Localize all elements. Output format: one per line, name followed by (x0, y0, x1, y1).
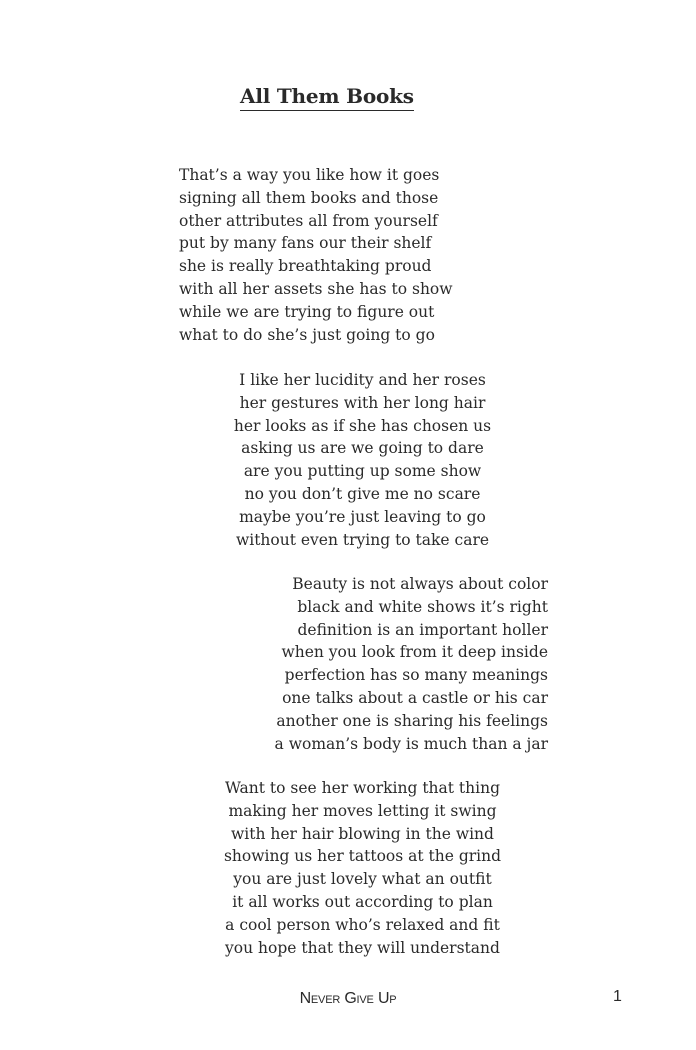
poem-line: no you don’t give me no scare (244, 484, 481, 503)
poem-line: another one is sharing his feelings (276, 711, 548, 730)
poem-line: a cool person who’s relaxed and fit (225, 915, 500, 934)
poem-line: showing us her tattoos at the grind (223, 847, 502, 866)
stanza-2 (230, 369, 495, 551)
poem-line: one talks about a castle or his car (282, 688, 548, 707)
stanza-1 (179, 164, 453, 346)
poem-line: her gestures with her long hair (239, 393, 486, 412)
poem-line: you hope that they will understand (225, 938, 500, 957)
poem-line: Want to see her working that thing (224, 779, 501, 797)
poem-line: making her moves letting it swing (228, 801, 497, 820)
poem-line: with her hair blowing in the wind (231, 824, 494, 843)
poem-line: maybe you’re just leaving to go (239, 507, 486, 526)
poem-line: when you look from it deep inside (281, 643, 548, 662)
poem-line: without even trying to take care (235, 530, 490, 549)
poem-line: she is really breathtaking proud (179, 257, 432, 276)
poem-line: other attributes all from yourself (179, 211, 438, 230)
poem-line: you are just lovely what an outfit (233, 870, 492, 889)
poem-line: a woman’s body is much than a jar (274, 734, 548, 753)
page-number: 1 (613, 988, 622, 1005)
poem-line: black and white shows it’s right (297, 597, 548, 616)
poem-line: perfection has so many meanings (284, 666, 548, 685)
poem-line: it all works out according to plan (232, 892, 493, 911)
poem-line: her looks as if she has chosen us (233, 416, 492, 435)
stanza-4 (210, 777, 515, 959)
poem-line: what to do she’s just going to go (179, 325, 435, 344)
poem-line: asking us are we going to dare (241, 439, 484, 458)
poem-line: I like her lucidity and her roses (239, 371, 486, 389)
poem-line: with all her assets she has to show (179, 279, 453, 298)
stanza-3 (248, 573, 548, 755)
poem-line: Beauty is not always about color (292, 575, 548, 593)
footer-book-title: Never Give Up (299, 990, 397, 1007)
poem-title: All Them Books (240, 84, 414, 111)
poem-line: signing all them books and those (179, 188, 439, 207)
poem-line: put by many fans our their shelf (179, 234, 432, 253)
poem-line: are you putting up some show (243, 462, 482, 481)
poem-line: That’s a way you like how it goes (179, 166, 440, 184)
poem-line: definition is an important holler (297, 620, 548, 639)
poem-line: while we are trying to figure out (179, 302, 435, 321)
